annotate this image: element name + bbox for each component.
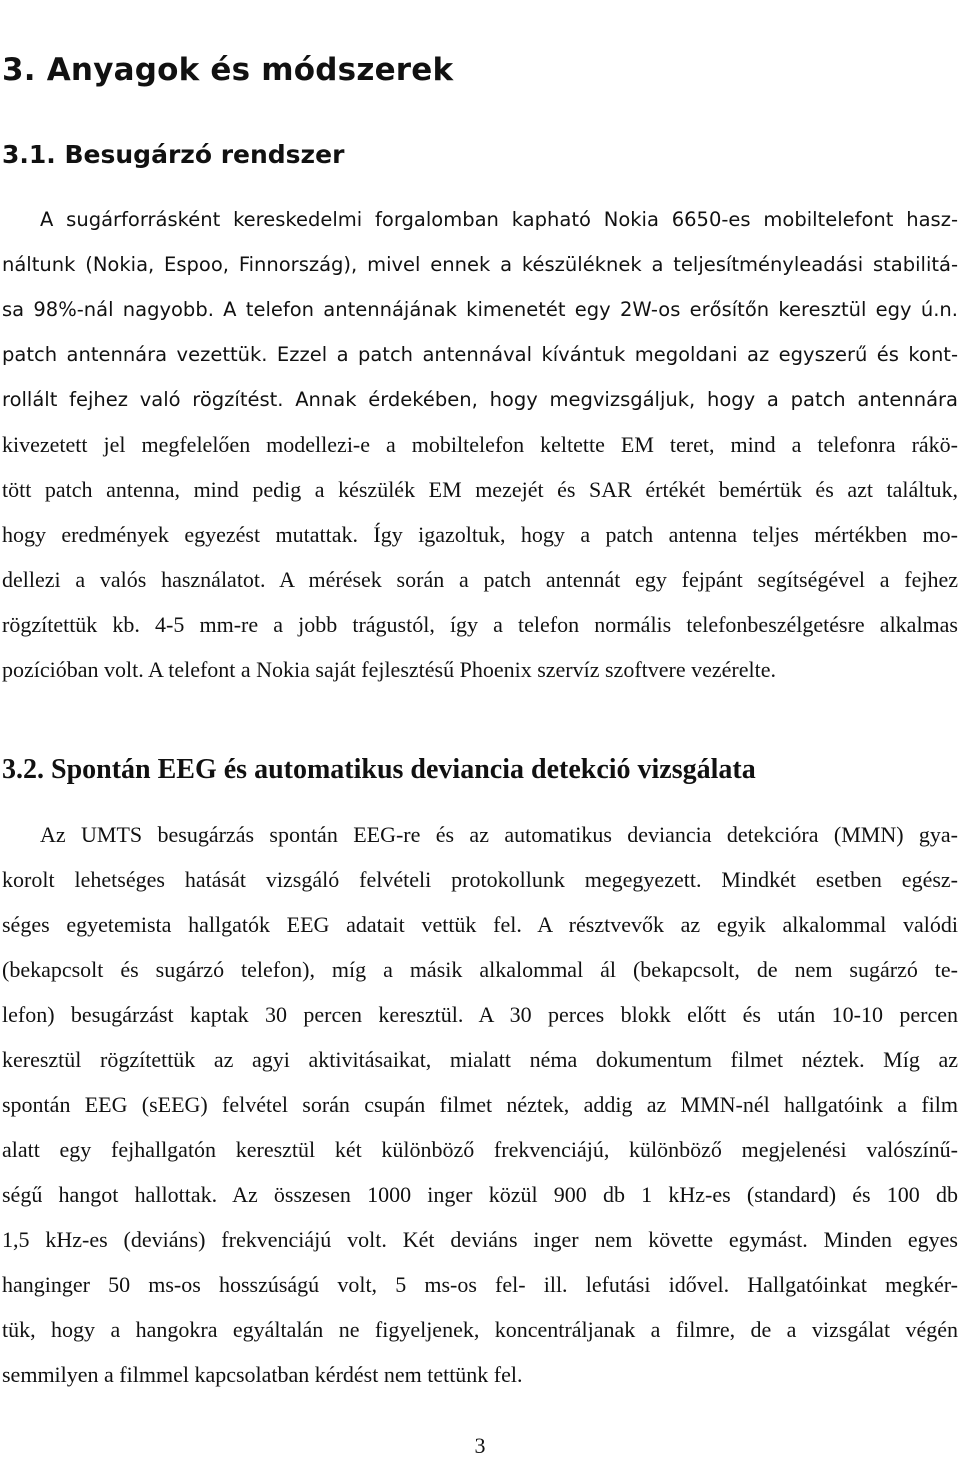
text-line: semmilyen a filmmel kapcsolatban kérdést nem tettünk fel.: [2, 1362, 523, 1387]
paragraph-besugarzo-rendszer: [2, 197, 958, 692]
text-line: rögzítettük kb. 4-5 mm-re a jobb trágustól, így a telefon normális telefonbeszélgetésre alkalmas: [2, 612, 958, 637]
text-line: ségű hangot hallottak. Az összesen 1000 inger közül 900 db 1 kHz-es (standard) és 100 db: [2, 1182, 958, 1207]
text-line: rollált fejhez való rögzítést. Annak érdekében, hogy megvizsgáljuk, hogy a patch antennára: [2, 388, 958, 411]
text-line: sa 98%-nál nagyobb. A telefon antennájának kimenetét egy 2W-os erősítőn keresztül egy ú.n.: [2, 298, 958, 321]
text-line: tött patch antenna, mind pedig a készülék EM mezejét és SAR értékét bemértük és azt találtuk,: [2, 477, 958, 502]
text-line: tük, hogy a hangokra egyáltalán ne figyeljenek, koncentráljanak a filmre, de a vizsgálat végén: [2, 1317, 958, 1342]
section-title-besugarzo-rendszer: 3.1. Besugárzó rendszer: [2, 140, 345, 169]
section-title-spontan-eeg: 3.2. Spontán EEG és automatikus deviancia detekció vizsgálata: [2, 754, 756, 785]
text-line: korolt lehetséges hatását vizsgáló felvételi protokollunk megegyezett. Mindkét esetben egész-: [2, 867, 958, 892]
text-line: pozícióban volt. A telefont a Nokia saját fejlesztésű Phoenix szervíz szoftvere vezérelte.: [2, 657, 776, 682]
text-line: hogy eredmények egyezést mutattak. Így igazoltuk, hogy a patch antenna teljes mértékben mo-: [2, 522, 958, 547]
text-line: A sugárforrásként kereskedelmi forgalomban kapható Nokia 6650-es mobiltelefont hasz-: [40, 208, 958, 231]
page-number: 3: [474, 1433, 486, 1458]
text-line: Az UMTS besugárzás spontán EEG-re és az automatikus deviancia detekcióra (MMN) gya-: [40, 822, 958, 847]
chapter-title: 3. Anyagok és módszerek: [2, 52, 454, 88]
text-line: alatt egy fejhallgatón keresztül két különböző frekvenciájú, különböző megjelenési valószínű-: [2, 1137, 958, 1162]
text-line: patch antennára vezettük. Ezzel a patch antennával kívántuk megoldani az egyszerű és kont-: [2, 343, 958, 366]
text-line: séges egyetemista hallgatók EEG adatait vettük fel. A résztvevők az egyik alkalommal valódi: [2, 912, 958, 937]
text-line: náltunk (Nokia, Espoo, Finnország), mivel ennek a készüléknek a teljesítményleadási stabilitá-: [2, 253, 958, 276]
text-line: (bekapcsolt és sugárzó telefon), míg a másik alkalommal ál (bekapcsolt, de nem sugárzó te-: [2, 957, 958, 982]
text-line: kivezetett jel megfelelően modellezi-e a mobiltelefon keltette EM teret, mind a telefonra rákö-: [2, 432, 958, 457]
text-line: dellezi a valós használatot. A mérések során a patch antennát egy fejpánt segítségével a fejhez: [2, 567, 958, 592]
text-line: keresztül rögzítettük az agyi aktivitásaikat, mialatt néma dokumentum filmet néztek. Míg az: [2, 1047, 958, 1072]
text-line: lefon) besugárzást kaptak 30 percen keresztül. A 30 perces blokk előtt és után 10-10 percen: [2, 1002, 958, 1027]
text-line: 1,5 kHz-es (deviáns) frekvenciájú volt. Két deviáns inger nem követte egymást. Minden egyes: [2, 1227, 958, 1252]
text-line: hanginger 50 ms-os hosszúságú volt, 5 ms-os fel- ill. lefutási idővel. Hallgatóinkat megkér-: [2, 1272, 958, 1297]
paragraph-spontan-eeg: [2, 812, 958, 1397]
text-line: spontán EEG (sEEG) felvétel során csupán filmet néztek, addig az MMN-nél hallgatóink a film: [2, 1092, 958, 1117]
